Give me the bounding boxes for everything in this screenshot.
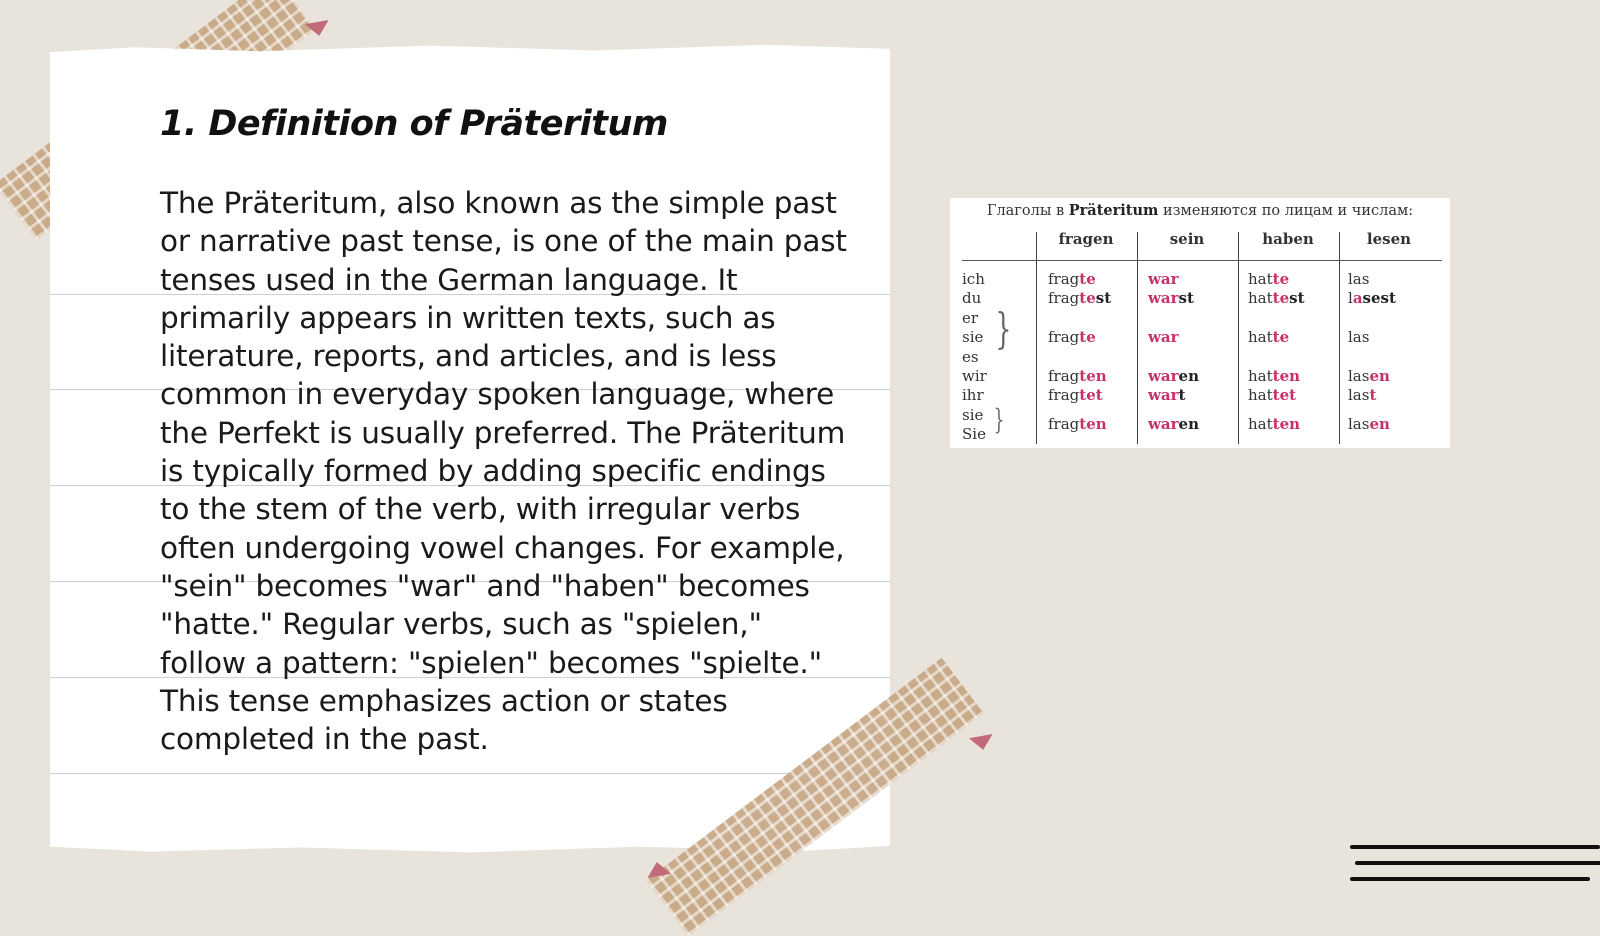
verb-stem: frag: [1048, 415, 1080, 433]
verb-suffix: st: [1178, 289, 1194, 307]
table-divider: [1238, 232, 1239, 444]
verb-stem: hat: [1248, 415, 1273, 433]
verb-stem: hat: [1248, 289, 1273, 307]
verb-suffix: st: [1095, 289, 1112, 307]
conjugation-cell-fragen: [1048, 415, 1107, 433]
verb-ending: a: [1352, 289, 1363, 307]
verb-stem: frag: [1048, 367, 1080, 385]
caption-bold-text: Präteritum: [1068, 202, 1159, 219]
verb-ending: war: [1148, 367, 1179, 385]
conjugation-cell-sein: [1148, 386, 1185, 404]
verb-suffix: st: [1289, 289, 1305, 307]
conjugation-cell-haben: [1248, 270, 1289, 288]
conjugation-cell-sein: [1148, 270, 1179, 288]
column-header: sein: [1169, 230, 1205, 248]
conjugation-cell-sein: [1148, 367, 1199, 385]
brace-icon: }: [995, 304, 1012, 353]
verb-ending: te: [1079, 328, 1096, 346]
conjugation-cell-haben: [1248, 367, 1300, 385]
verb-ending: ten: [1079, 367, 1107, 385]
verb-ending: te: [1079, 289, 1096, 307]
verb-stem: las: [1348, 367, 1370, 385]
verb-suffix: t: [1178, 386, 1186, 404]
column-header: haben: [1262, 230, 1314, 248]
verb-ending: tet: [1079, 386, 1103, 404]
verb-ending: te: [1272, 289, 1290, 307]
conjugation-cell-fragen: [1048, 270, 1096, 288]
conjugation-cell-fragen: [1048, 328, 1096, 346]
pronoun: ihr: [962, 386, 984, 404]
conjugation-cell-lesen: [1348, 386, 1376, 404]
verb-ending: ten: [1272, 415, 1301, 433]
conjugation-cell-haben: [1248, 289, 1305, 307]
caption-text: изменяются по лицам и числам:: [1158, 203, 1414, 219]
verb-stem: frag: [1048, 289, 1080, 307]
verb-ending: t: [1369, 386, 1377, 404]
verb-ending: te: [1272, 270, 1290, 288]
verb-stem: frag: [1048, 328, 1080, 346]
verb-stem: las: [1348, 386, 1370, 404]
conjugation-cell-sein: [1148, 415, 1199, 433]
verb-ending: war: [1148, 328, 1179, 346]
pronoun: sie: [962, 328, 984, 346]
verb-ending: en: [1369, 367, 1390, 385]
verb-ending: tet: [1272, 386, 1297, 404]
pronoun: wir: [962, 367, 987, 385]
slide-body-text: The Präteritum, also known as the simple past or narrative past tense, is one of the main past tenses used in the German language. It primarily appears in written texts, such as literature, reports, and articles, and is less common in everyday spoken language, where the Perfekt is usually preferred. The Präteritum is typically formed by adding specific endings to the stem of the verb, with irregular verbs often undergoing vowel changes. For example, "sein" becomes "war" and "haben" becomes "hatte." Regular verbs, such as "spielen," follow a pattern: "spielen" becomes "spielte." This tense emphasizes action or states completed in the past.: [160, 186, 847, 757]
verb-stem: las: [1348, 415, 1370, 433]
column-header: fragen: [1058, 230, 1114, 248]
pronoun: du: [962, 289, 982, 307]
conjugation-cell-fragen: [1048, 289, 1111, 307]
slide-title: 1. Definition of Präteritum: [160, 104, 668, 144]
decorative-brush-strokes: [1350, 845, 1600, 893]
verb-stem: hat: [1248, 367, 1273, 385]
verb-stem: las: [1348, 270, 1370, 288]
verb-ending: war: [1148, 289, 1179, 307]
conjugation-cell-haben: [1248, 328, 1289, 346]
pronoun: es: [962, 348, 979, 366]
verb-ending: war: [1148, 270, 1179, 288]
verb-ending: ten: [1079, 415, 1107, 433]
pin-icon: [969, 734, 995, 752]
column-header: lesen: [1366, 230, 1412, 248]
verb-suffix: sest: [1362, 289, 1396, 307]
table-header-rule: [962, 260, 1442, 261]
brush-stroke: [1350, 877, 1590, 881]
conjugation-cell-haben: [1248, 415, 1300, 433]
conjugation-caption: [950, 202, 1450, 219]
table-divider: [1137, 232, 1138, 444]
conjugation-cell-lesen: [1348, 367, 1390, 385]
verb-ending: war: [1148, 386, 1179, 404]
pronoun: Sie: [962, 425, 986, 443]
verb-stem: hat: [1248, 328, 1273, 346]
brace-icon: }: [993, 403, 1005, 436]
verb-suffix: en: [1178, 367, 1199, 385]
verb-stem: frag: [1048, 386, 1080, 404]
verb-ending: war: [1148, 415, 1179, 433]
verb-ending: te: [1272, 328, 1290, 346]
pronoun: ich: [962, 270, 985, 288]
verb-ending: te: [1079, 270, 1096, 288]
conjugation-cell-lesen: [1348, 328, 1369, 346]
verb-stem: hat: [1248, 386, 1273, 404]
paper-rule-line: [50, 773, 890, 774]
table-divider: [1036, 232, 1037, 444]
conjugation-cell-sein: [1148, 328, 1179, 346]
conjugation-cell-fragen: [1048, 386, 1103, 404]
conjugation-cell-sein: [1148, 289, 1194, 307]
verb-ending: ten: [1272, 367, 1301, 385]
verb-stem: las: [1348, 328, 1370, 346]
conjugation-cell-lesen: [1348, 415, 1390, 433]
verb-stem: frag: [1048, 270, 1080, 288]
verb-ending: en: [1369, 415, 1390, 433]
verb-suffix: en: [1178, 415, 1199, 433]
conjugation-table-image: [950, 198, 1450, 448]
pronoun: sie: [962, 406, 984, 424]
caption-text: Глаголы в: [986, 203, 1069, 219]
verb-stem: hat: [1248, 270, 1273, 288]
table-divider: [1339, 232, 1340, 444]
conjugation-cell-lesen: [1348, 289, 1396, 307]
brush-stroke: [1350, 845, 1600, 849]
pronoun: er: [962, 309, 979, 327]
conjugation-cell-haben: [1248, 386, 1296, 404]
conjugation-cell-fragen: [1048, 367, 1107, 385]
verb-stem: l: [1348, 289, 1353, 307]
conjugation-cell-lesen: [1348, 270, 1369, 288]
brush-stroke: [1355, 861, 1600, 865]
pin-icon: [305, 20, 331, 38]
